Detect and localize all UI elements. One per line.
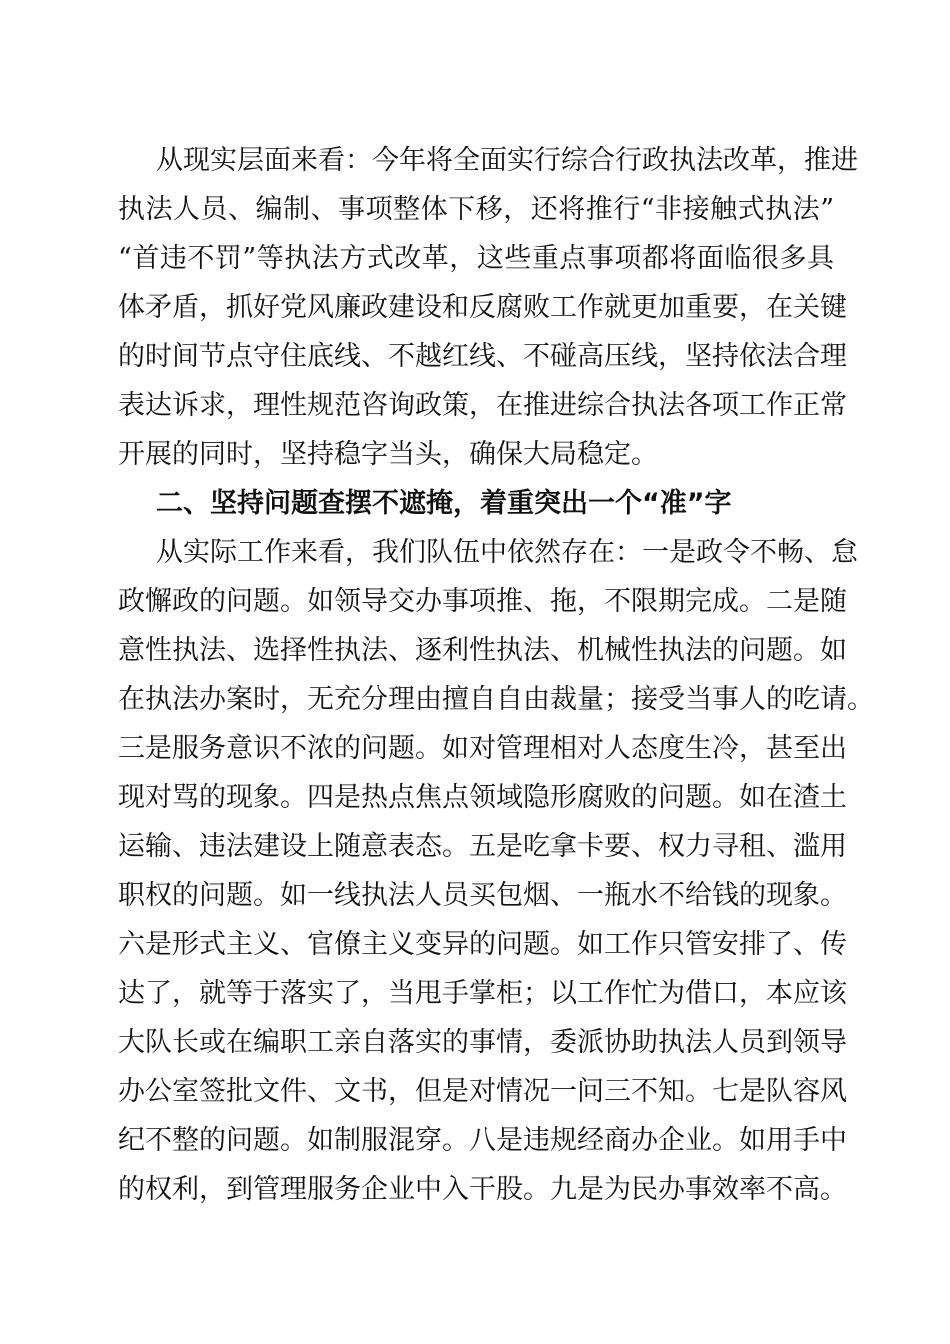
paragraph-realistic-level xyxy=(118,136,858,479)
paragraph-line: 三是服务意识不浓的问题。如对管理相对人态度生冷，甚至出 xyxy=(118,733,847,764)
section-heading: 二、坚持问题查摆不遮掩，着重突出一个“准”字 xyxy=(156,488,732,519)
paragraph-line: 体矛盾，抓好党风廉政建设和反腐败工作就更加重要，在关键 xyxy=(118,292,847,323)
paragraph-line: 意性执法、选择性执法、逐利性执法、机械性执法的问题。如 xyxy=(118,635,847,666)
paragraph-line: 办公室签批文件、文书，但是对情况一问三不知。七是队容风 xyxy=(118,1076,847,1107)
paragraph-line: 现对骂的现象。四是热点焦点领域隐形腐败的问题。如在渣土 xyxy=(118,782,847,813)
paragraph-line: 从现实层面来看：今年将全面实行综合行政执法改革，推进 xyxy=(156,145,858,176)
paragraph-line: 纪不整的问题。如制服混穿。八是违规经商办企业。如用手中 xyxy=(118,1125,847,1156)
paragraph-line: 的权利，到管理服务企业中入干股。九是为民办事效率不高。 xyxy=(118,1174,847,1205)
paragraph-line: 表达诉求，理性规范咨询政策，在推进综合执法各项工作正常 xyxy=(118,390,847,421)
paragraph-line: 执法人员、编制、事项整体下移，还将推行“非接触式执法” xyxy=(118,194,834,225)
paragraph-line: 达了，就等于落实了，当甩手掌柜；以工作忙为借口，本应该 xyxy=(118,978,847,1009)
paragraph-line: 从实际工作来看，我们队伍中依然存在：一是政令不畅、怠 xyxy=(156,537,858,568)
paragraph-line: 政懈政的问题。如领导交办事项推、拖，不限期完成。二是随 xyxy=(118,586,847,617)
paragraph-line: 开展的同时，坚持稳字当头，确保大局稳定。 xyxy=(118,439,658,470)
paragraph-line: 在执法办案时，无充分理由擅自自由裁量；接受当事人的吃请。 xyxy=(118,684,874,715)
document-body xyxy=(118,136,874,1214)
paragraph-line: 的时间节点守住底线、不越红线、不碰高压线，坚持依法合理 xyxy=(118,341,847,372)
paragraph-line: 大队长或在编职工亲自落实的事情，委派协助执法人员到领导 xyxy=(118,1027,847,1058)
paragraph-line: 运输、违法建设上随意表态。五是吃拿卡要、权力寻租、滥用 xyxy=(118,831,847,862)
paragraph-line: “首违不罚”等执法方式改革，这些重点事项都将面临很多具 xyxy=(118,243,834,274)
paragraph-actual-work xyxy=(118,528,874,1214)
paragraph-line: 职权的问题。如一线执法人员买包烟、一瓶水不给钱的现象。 xyxy=(118,880,847,911)
paragraph-line: 六是形式主义、官僚主义变异的问题。如工作只管安排了、传 xyxy=(118,929,847,960)
